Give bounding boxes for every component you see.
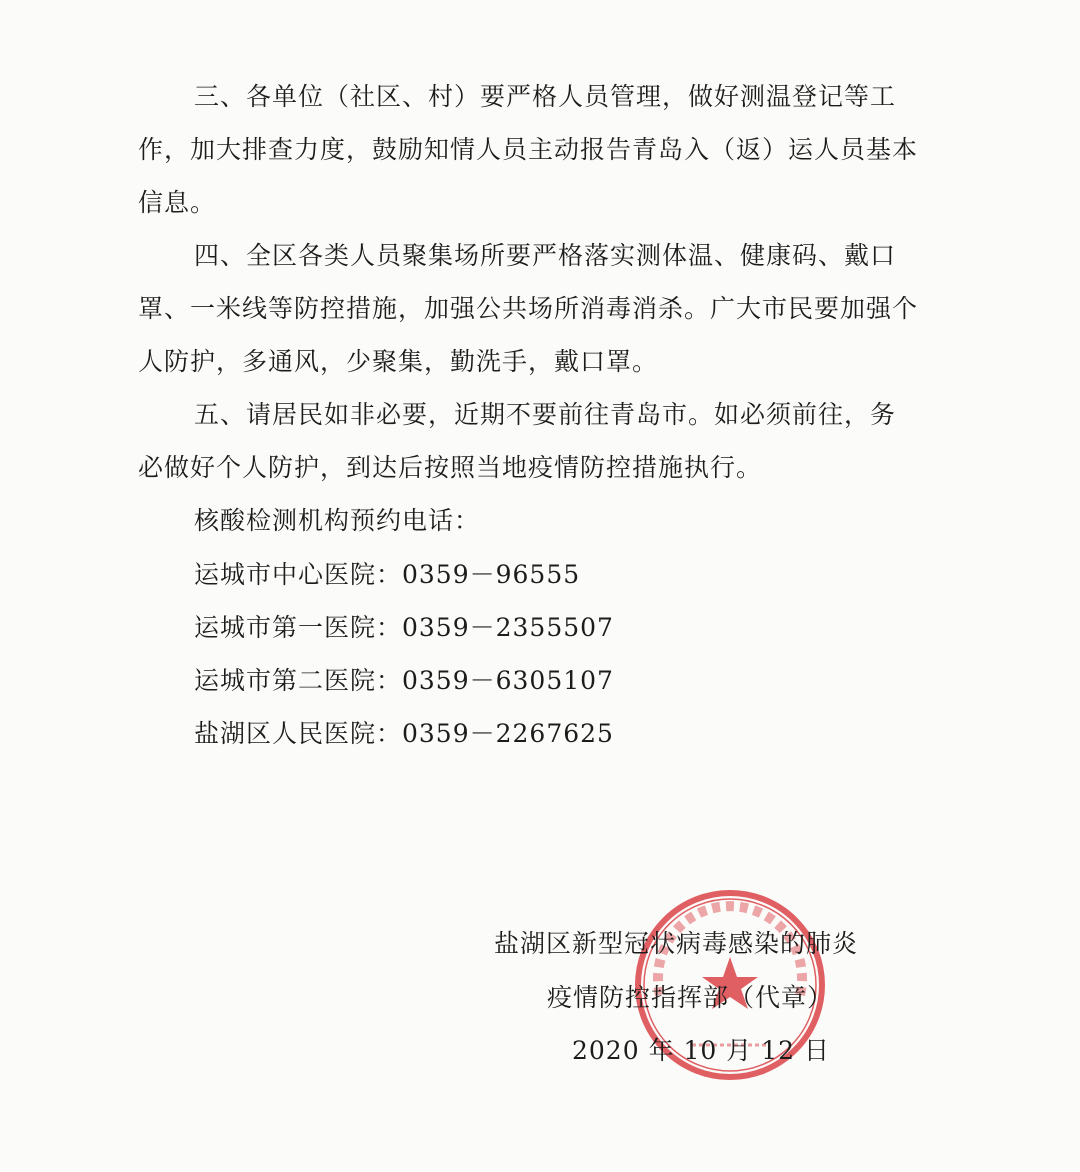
hotline-heading: 核酸检测机构预约电话： [194,506,481,535]
paragraph-5: 五、请居民如非必要，近期不要前往青岛市。如必须前往，务必做好个人防护，到达后按照当地疫情防控措施执行。 [138,400,897,482]
paragraph-3: 三、各单位（社区、村）要严格人员管理，做好测温登记等工作，加大排查力度，鼓励知情人员主动报告青岛入（返）运人员基本信息。 [138,82,919,217]
signature-org-line2: 疫情防控指挥部（代章） [547,983,834,1012]
hotline-item: 盐湖区人民医院：0359－2267625 [194,719,614,748]
hotline-item: 运城市第二医院：0359－6305107 [194,666,614,695]
paragraph-4: 四、全区各类人员聚集场所要严格落实测体温、健康码、戴口罩、一米线等防控措施，加强公共场所消毒消杀。广大市民要加强个人防护，多通风，少聚集，勤洗手，戴口罩。 [138,241,919,376]
hotline-item: 运城市中心医院：0359－96555 [194,560,581,589]
signature-date: 2020 年 10 月 12 日 [572,1036,830,1065]
signature-org-line1: 盐湖区新型冠状病毒感染的肺炎 [494,929,859,958]
hotline-item: 运城市第一医院：0359－2355507 [194,613,614,642]
